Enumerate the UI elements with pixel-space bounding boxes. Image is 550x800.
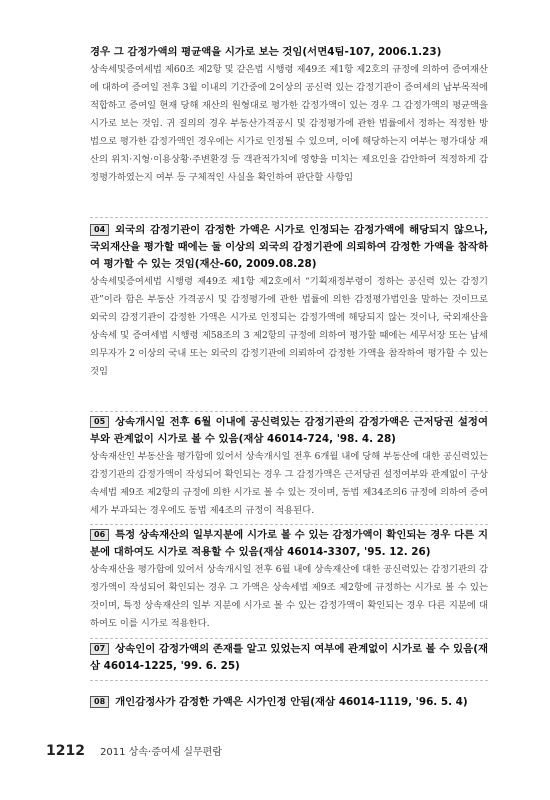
ruling-body: 상속재산인 부동산을 평가함에 있어서 상속개시일 전후 6개월 내에 당해 부동산에 대한 공신력있는 감정기관의 감정가액이 작성되어 확인되는 경우 그 감정가액은 근저당권 설정여부와 관계없이 구상속세법 제9조 제2항의 규정에 의한 시가로 볼 수 있는 것이며, 동법 제34조의6 규정에 의하여 증여세가 부과되는 경우에도 동법 제4조의 규정이 적용된다. — [90, 451, 488, 516]
ruling-body: 상속세및증여세법 제60조 제2항 및 같은법 시행령 제49조 제1항 제2호의 규정에 의하여 증여재산에 대하여 증여일 전후 3월 이내의 기간중에 2이상의 공신력 있는 감정기관이 증여세의 납부목적에 적합하고 증여일 현재 당해 재산의 원형대로 평가한 감정가액이 있는 경우 그 감정가액의 평균액을 시가로 보는 것임. 귀 질의의 경우 부동산가격공시 및 감정평가에 관한 법률에서 정하는 적정한 방법으로 평가한 감정가액인 경우에는 시가로 인정될 수 있으며, 이에 해당하는지 여부는 평가대상 재산의 위치·지형·이용상황·주변환경 등 객관적가치에 영향을 미치는 제요인을 감안하여 적정하게 감정평가하였는지 여부 등 구체적인 사실을 확인하여 판단할 사항임 — [90, 64, 488, 183]
page-number: 1212 — [46, 743, 85, 759]
ruling-08 — [90, 694, 488, 711]
ruling-heading — [90, 527, 488, 561]
ruling-title: 개인감정사가 감정한 가액은 시가인정 안됨(재삼 46014-1119, '96. 5. 4) — [115, 696, 468, 708]
ruling-06 — [90, 527, 488, 633]
ruling-heading — [90, 222, 488, 273]
ruling-title: 상속개시일 전후 6월 이내에 공신력있는 감정기관의 감정가액은 근저당권 설정여부와 관계없이 시가로 볼 수 있음(재삼 46014-724, '98. 4. 28) — [90, 416, 488, 445]
ruling-heading — [90, 414, 488, 448]
book-title: 2011 상속·증여세 실무편람 — [100, 747, 222, 758]
section-divider — [90, 680, 488, 681]
ruling-heading — [90, 641, 488, 675]
section-divider — [90, 411, 488, 412]
ruling-05 — [90, 414, 488, 520]
ruling-number-badge: 08 — [90, 696, 109, 708]
page-footer — [46, 740, 222, 759]
ruling-title: 상속인이 감정가액의 존재를 알고 있었는지 여부에 관계없이 시가로 볼 수 있음(재삼 46014-1225, '99. 6. 25) — [90, 643, 488, 672]
ruling-body: 상속세및증여세법 시행령 제49조 제1항 제2호에서 “기획재정부령이 정하는 공신력 있는 감정기관”이라 함은 부동산 가격공시 및 감정평가에 관한 법률에 의한 감정평가법인을 말하는 것이므로 외국의 감정기관이 감정한 가액은 시가로 인정되는 감정가액에 해당되지 않는 것이나, 국외재산을 상속세 및 증여세법 시행령 제58조의 3 제2항의 규정에 의하여 평가할 때에는 세무서장 또는 납세의무자가 2 이상의 국내 또는 외국의 감정기관에 의뢰하여 감정한 가액을 참작하여 평가할 수 있는 것임 — [90, 276, 488, 377]
ruling-heading — [90, 694, 488, 711]
ruling-04 — [90, 222, 488, 381]
ruling-number-badge: 04 — [90, 224, 109, 236]
section-divider — [90, 638, 488, 639]
section-divider — [90, 524, 488, 525]
ruling-continued — [90, 44, 488, 187]
ruling-number-badge: 07 — [90, 643, 109, 655]
section-divider — [90, 217, 488, 218]
ruling-body: 상속재산을 평가함에 있어서 상속개시일 전후 6월 내에 상속재산에 대한 공신력있는 감정기관의 감정가액이 작성되어 확인되는 경우 그 가액은 상속세법 제9조 제2항에 규정하는 시가로 볼 수 있는 것이며, 특정 상속재산의 일부 지분에 시가로 볼 수 있는 감정가액이 확인되는 경우 다른 지분에 대하여도 이를 시가로 적용한다. — [90, 564, 488, 629]
ruling-heading: 경우 그 감정가액의 평균액을 시가로 보는 것임(서면4팀-107, 2006.1.23) — [90, 46, 442, 58]
ruling-07 — [90, 641, 488, 675]
ruling-number-badge: 05 — [90, 416, 109, 428]
ruling-title: 특정 상속재산의 일부지분에 시가로 볼 수 있는 감정가액이 확인되는 경우 다른 지분에 대하여도 시가로 적용할 수 있음(재삼 46014-3307, '95. 12. 26) — [90, 529, 488, 558]
ruling-number-badge: 06 — [90, 529, 109, 541]
ruling-title: 외국의 감정기관이 감정한 가액은 시가로 인정되는 감정가액에 해당되지 않으나, 국외재산을 평가할 때에는 둘 이상의 외국의 감정기관에 의뢰하여 감정한 가액을 참작하여 평가할 수 있는 것임(재산-60, 2009.08.28) — [90, 224, 488, 270]
